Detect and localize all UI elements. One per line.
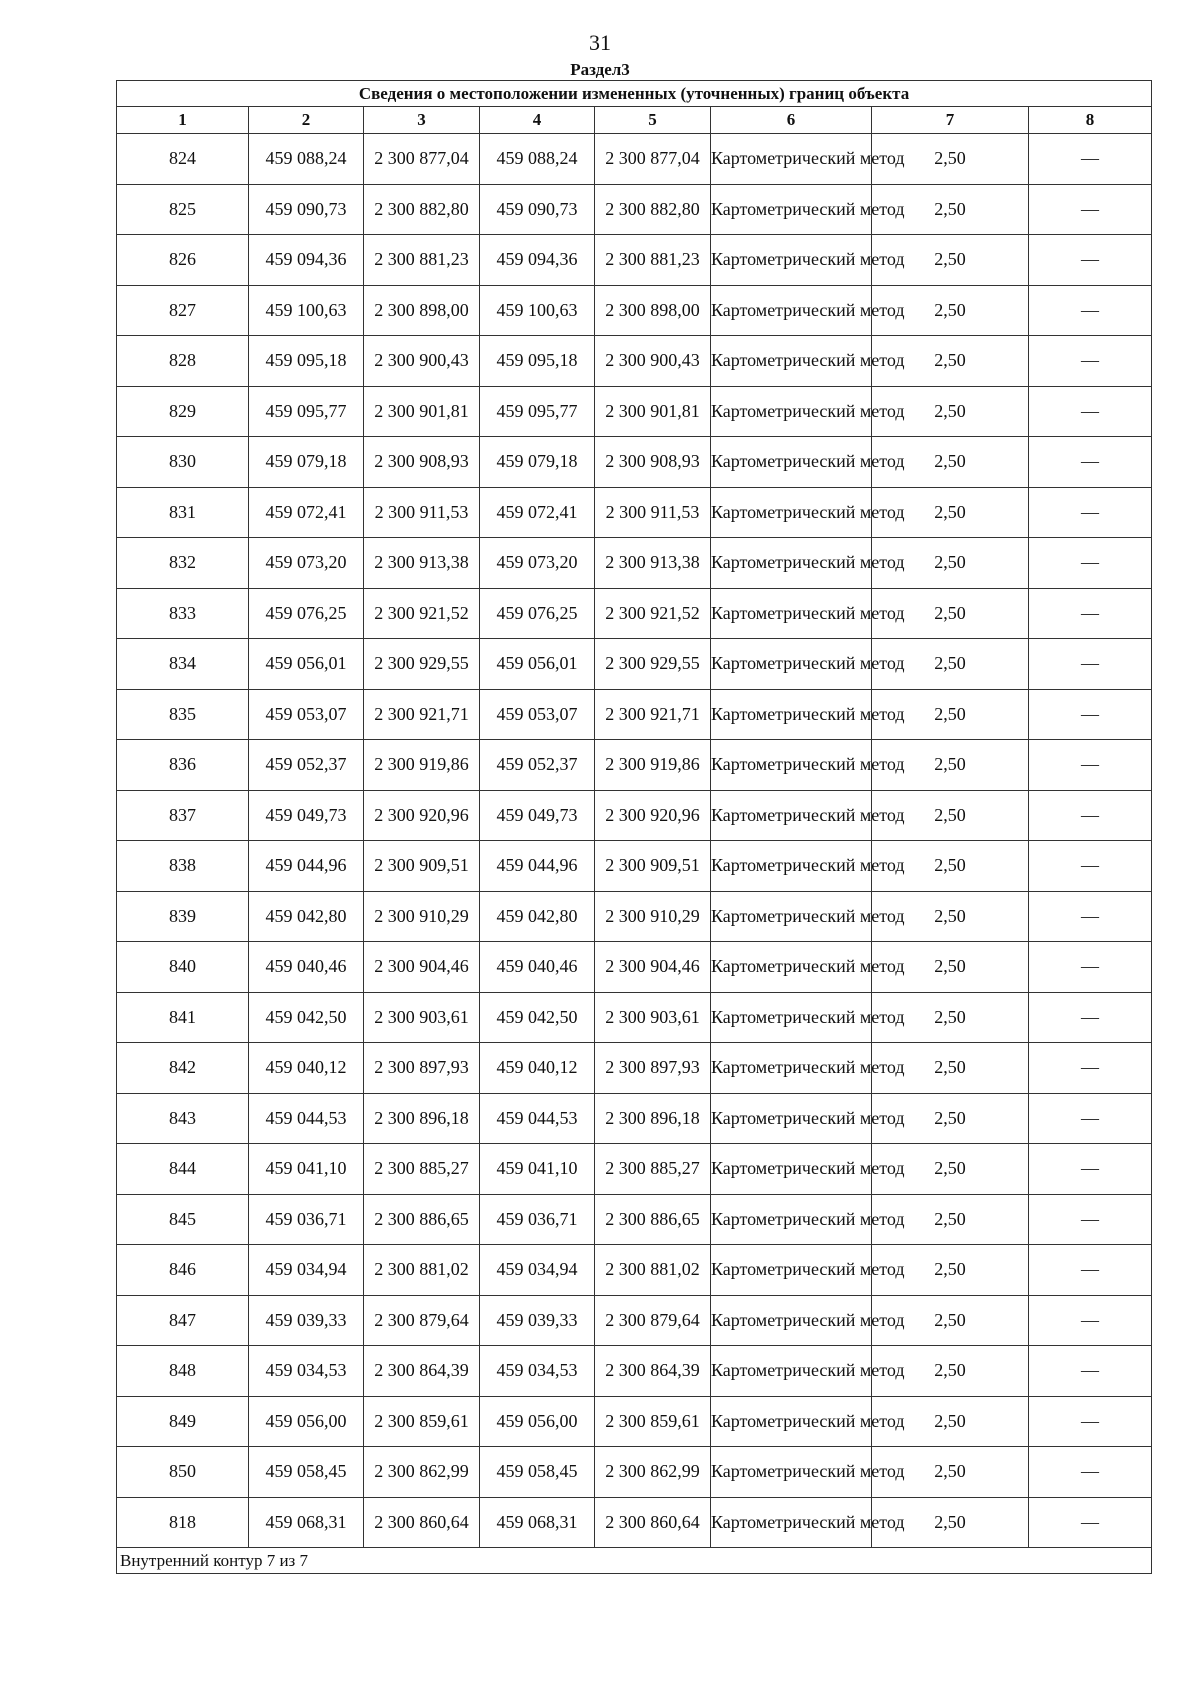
column-number: 4 <box>480 107 595 134</box>
x-old-cell: 459 095,18 <box>249 336 364 387</box>
x-old-cell: 459 036,71 <box>249 1194 364 1245</box>
note-cell: — <box>1029 487 1152 538</box>
table-row <box>117 639 1152 690</box>
table-footer: Внутренний контур 7 из 7 <box>117 1548 1152 1574</box>
y-new-cell: 2 300 882,80 <box>595 184 711 235</box>
y-new-cell: 2 300 898,00 <box>595 285 711 336</box>
note-cell: — <box>1029 1497 1152 1548</box>
y-old-cell: 2 300 862,99 <box>364 1447 480 1498</box>
table-body <box>117 134 1152 1548</box>
method-cell: Картометрический метод <box>711 1043 872 1094</box>
point-number-cell: 836 <box>117 740 249 791</box>
x-new-cell: 459 049,73 <box>480 790 595 841</box>
x-old-cell: 459 090,73 <box>249 184 364 235</box>
x-new-cell: 459 041,10 <box>480 1144 595 1195</box>
note-cell: — <box>1029 336 1152 387</box>
method-cell: Картометрический метод <box>711 1295 872 1346</box>
accuracy-cell: 2,50 <box>872 1396 1029 1447</box>
x-new-cell: 459 034,53 <box>480 1346 595 1397</box>
y-new-cell: 2 300 860,64 <box>595 1497 711 1548</box>
point-number-cell: 846 <box>117 1245 249 1296</box>
accuracy-cell: 2,50 <box>872 1043 1029 1094</box>
point-number-cell: 847 <box>117 1295 249 1346</box>
x-new-cell: 459 034,94 <box>480 1245 595 1296</box>
x-new-cell: 459 068,31 <box>480 1497 595 1548</box>
x-old-cell: 459 053,07 <box>249 689 364 740</box>
note-cell: — <box>1029 942 1152 993</box>
point-number-cell: 830 <box>117 437 249 488</box>
point-number-cell: 842 <box>117 1043 249 1094</box>
table-row <box>117 134 1152 185</box>
note-cell: — <box>1029 992 1152 1043</box>
y-new-cell: 2 300 908,93 <box>595 437 711 488</box>
x-old-cell: 459 044,96 <box>249 841 364 892</box>
y-old-cell: 2 300 898,00 <box>364 285 480 336</box>
column-number: 2 <box>249 107 364 134</box>
y-new-cell: 2 300 879,64 <box>595 1295 711 1346</box>
note-cell: — <box>1029 689 1152 740</box>
note-cell: — <box>1029 285 1152 336</box>
accuracy-cell: 2,50 <box>872 1144 1029 1195</box>
y-old-cell: 2 300 864,39 <box>364 1346 480 1397</box>
x-old-cell: 459 042,50 <box>249 992 364 1043</box>
column-number: 3 <box>364 107 480 134</box>
x-new-cell: 459 095,18 <box>480 336 595 387</box>
table-row <box>117 437 1152 488</box>
x-old-cell: 459 042,80 <box>249 891 364 942</box>
method-cell: Картометрический метод <box>711 891 872 942</box>
point-number-cell: 829 <box>117 386 249 437</box>
method-cell: Картометрический метод <box>711 992 872 1043</box>
accuracy-cell: 2,50 <box>872 386 1029 437</box>
method-cell: Картометрический метод <box>711 336 872 387</box>
point-number-cell: 848 <box>117 1346 249 1397</box>
y-new-cell: 2 300 919,86 <box>595 740 711 791</box>
accuracy-cell: 2,50 <box>872 538 1029 589</box>
y-old-cell: 2 300 909,51 <box>364 841 480 892</box>
column-number: 7 <box>872 107 1029 134</box>
table-row <box>117 487 1152 538</box>
y-new-cell: 2 300 877,04 <box>595 134 711 185</box>
table-row <box>117 942 1152 993</box>
y-new-cell: 2 300 897,93 <box>595 1043 711 1094</box>
x-old-cell: 459 095,77 <box>249 386 364 437</box>
x-new-cell: 459 044,96 <box>480 841 595 892</box>
note-cell: — <box>1029 134 1152 185</box>
accuracy-cell: 2,50 <box>872 790 1029 841</box>
note-cell: — <box>1029 538 1152 589</box>
x-new-cell: 459 100,63 <box>480 285 595 336</box>
accuracy-cell: 2,50 <box>872 1245 1029 1296</box>
y-new-cell: 2 300 881,23 <box>595 235 711 286</box>
point-number-cell: 844 <box>117 1144 249 1195</box>
y-new-cell: 2 300 881,02 <box>595 1245 711 1296</box>
x-new-cell: 459 040,46 <box>480 942 595 993</box>
x-old-cell: 459 088,24 <box>249 134 364 185</box>
method-cell: Картометрический метод <box>711 1245 872 1296</box>
column-number-row <box>117 107 1152 134</box>
method-cell: Картометрический метод <box>711 184 872 235</box>
note-cell: — <box>1029 1396 1152 1447</box>
note-cell: — <box>1029 841 1152 892</box>
table-row <box>117 1396 1152 1447</box>
y-new-cell: 2 300 885,27 <box>595 1144 711 1195</box>
accuracy-cell: 2,50 <box>872 1194 1029 1245</box>
x-new-cell: 459 088,24 <box>480 134 595 185</box>
note-cell: — <box>1029 639 1152 690</box>
table-row <box>117 1346 1152 1397</box>
y-old-cell: 2 300 910,29 <box>364 891 480 942</box>
point-number-cell: 832 <box>117 538 249 589</box>
table-row <box>117 184 1152 235</box>
x-old-cell: 459 034,53 <box>249 1346 364 1397</box>
method-cell: Картометрический метод <box>711 942 872 993</box>
y-new-cell: 2 300 920,96 <box>595 790 711 841</box>
note-cell: — <box>1029 790 1152 841</box>
accuracy-cell: 2,50 <box>872 1295 1029 1346</box>
accuracy-cell: 2,50 <box>872 437 1029 488</box>
x-new-cell: 459 095,77 <box>480 386 595 437</box>
x-old-cell: 459 040,12 <box>249 1043 364 1094</box>
method-cell: Картометрический метод <box>711 1144 872 1195</box>
y-old-cell: 2 300 901,81 <box>364 386 480 437</box>
table-row <box>117 689 1152 740</box>
note-cell: — <box>1029 1144 1152 1195</box>
table-row <box>117 235 1152 286</box>
accuracy-cell: 2,50 <box>872 639 1029 690</box>
table-row <box>117 891 1152 942</box>
point-number-cell: 845 <box>117 1194 249 1245</box>
y-old-cell: 2 300 900,43 <box>364 336 480 387</box>
x-old-cell: 459 039,33 <box>249 1295 364 1346</box>
x-old-cell: 459 041,10 <box>249 1144 364 1195</box>
table-row <box>117 285 1152 336</box>
x-new-cell: 459 040,12 <box>480 1043 595 1094</box>
note-cell: — <box>1029 1245 1152 1296</box>
y-old-cell: 2 300 882,80 <box>364 184 480 235</box>
note-cell: — <box>1029 1043 1152 1094</box>
x-old-cell: 459 034,94 <box>249 1245 364 1296</box>
table-row <box>117 790 1152 841</box>
x-old-cell: 459 056,00 <box>249 1396 364 1447</box>
table-row <box>117 336 1152 387</box>
note-cell: — <box>1029 891 1152 942</box>
method-cell: Картометрический метод <box>711 740 872 791</box>
y-old-cell: 2 300 921,71 <box>364 689 480 740</box>
y-old-cell: 2 300 860,64 <box>364 1497 480 1548</box>
point-number-cell: 833 <box>117 588 249 639</box>
y-new-cell: 2 300 901,81 <box>595 386 711 437</box>
point-number-cell: 837 <box>117 790 249 841</box>
accuracy-cell: 2,50 <box>872 336 1029 387</box>
point-number-cell: 834 <box>117 639 249 690</box>
method-cell: Картометрический метод <box>711 1447 872 1498</box>
x-new-cell: 459 053,07 <box>480 689 595 740</box>
table-caption: Сведения о местоположении измененных (уточненных) границ объекта <box>117 81 1152 107</box>
y-new-cell: 2 300 909,51 <box>595 841 711 892</box>
point-number-cell: 824 <box>117 134 249 185</box>
x-old-cell: 459 052,37 <box>249 740 364 791</box>
table-row <box>117 1093 1152 1144</box>
y-new-cell: 2 300 921,71 <box>595 689 711 740</box>
x-old-cell: 459 072,41 <box>249 487 364 538</box>
y-old-cell: 2 300 911,53 <box>364 487 480 538</box>
y-old-cell: 2 300 919,86 <box>364 740 480 791</box>
table-row <box>117 1295 1152 1346</box>
point-number-cell: 831 <box>117 487 249 538</box>
y-old-cell: 2 300 897,93 <box>364 1043 480 1094</box>
accuracy-cell: 2,50 <box>872 588 1029 639</box>
point-number-cell: 843 <box>117 1093 249 1144</box>
y-old-cell: 2 300 886,65 <box>364 1194 480 1245</box>
y-new-cell: 2 300 913,38 <box>595 538 711 589</box>
y-new-cell: 2 300 896,18 <box>595 1093 711 1144</box>
x-new-cell: 459 039,33 <box>480 1295 595 1346</box>
method-cell: Картометрический метод <box>711 1346 872 1397</box>
note-cell: — <box>1029 588 1152 639</box>
column-number: 8 <box>1029 107 1152 134</box>
x-old-cell: 459 079,18 <box>249 437 364 488</box>
coordinates-table <box>116 80 1152 1574</box>
y-old-cell: 2 300 877,04 <box>364 134 480 185</box>
y-old-cell: 2 300 908,93 <box>364 437 480 488</box>
point-number-cell: 841 <box>117 992 249 1043</box>
note-cell: — <box>1029 184 1152 235</box>
y-new-cell: 2 300 929,55 <box>595 639 711 690</box>
method-cell: Картометрический метод <box>711 790 872 841</box>
method-cell: Картометрический метод <box>711 285 872 336</box>
method-cell: Картометрический метод <box>711 538 872 589</box>
accuracy-cell: 2,50 <box>872 1497 1029 1548</box>
note-cell: — <box>1029 1194 1152 1245</box>
x-new-cell: 459 079,18 <box>480 437 595 488</box>
accuracy-cell: 2,50 <box>872 235 1029 286</box>
x-new-cell: 459 056,01 <box>480 639 595 690</box>
note-cell: — <box>1029 235 1152 286</box>
x-new-cell: 459 056,00 <box>480 1396 595 1447</box>
y-new-cell: 2 300 910,29 <box>595 891 711 942</box>
y-old-cell: 2 300 881,02 <box>364 1245 480 1296</box>
y-new-cell: 2 300 921,52 <box>595 588 711 639</box>
x-new-cell: 459 076,25 <box>480 588 595 639</box>
table-row <box>117 1144 1152 1195</box>
accuracy-cell: 2,50 <box>872 134 1029 185</box>
point-number-cell: 850 <box>117 1447 249 1498</box>
x-old-cell: 459 073,20 <box>249 538 364 589</box>
y-old-cell: 2 300 879,64 <box>364 1295 480 1346</box>
y-old-cell: 2 300 881,23 <box>364 235 480 286</box>
table-row <box>117 1194 1152 1245</box>
section-title: Раздел3 <box>570 60 630 79</box>
note-cell: — <box>1029 1295 1152 1346</box>
x-new-cell: 459 058,45 <box>480 1447 595 1498</box>
y-new-cell: 2 300 859,61 <box>595 1396 711 1447</box>
x-old-cell: 459 076,25 <box>249 588 364 639</box>
table-row <box>117 841 1152 892</box>
x-new-cell: 459 072,41 <box>480 487 595 538</box>
y-new-cell: 2 300 886,65 <box>595 1194 711 1245</box>
table-row <box>117 992 1152 1043</box>
point-number-cell: 818 <box>117 1497 249 1548</box>
point-number-cell: 839 <box>117 891 249 942</box>
table-row <box>117 1043 1152 1094</box>
accuracy-cell: 2,50 <box>872 891 1029 942</box>
accuracy-cell: 2,50 <box>872 1346 1029 1397</box>
table-row <box>117 1447 1152 1498</box>
x-new-cell: 459 052,37 <box>480 740 595 791</box>
method-cell: Картометрический метод <box>711 134 872 185</box>
point-number-cell: 828 <box>117 336 249 387</box>
method-cell: Картометрический метод <box>711 487 872 538</box>
table-row <box>117 538 1152 589</box>
y-old-cell: 2 300 904,46 <box>364 942 480 993</box>
method-cell: Картометрический метод <box>711 841 872 892</box>
y-new-cell: 2 300 911,53 <box>595 487 711 538</box>
y-new-cell: 2 300 900,43 <box>595 336 711 387</box>
method-cell: Картометрический метод <box>711 639 872 690</box>
method-cell: Картометрический метод <box>711 1093 872 1144</box>
method-cell: Картометрический метод <box>711 437 872 488</box>
point-number-cell: 826 <box>117 235 249 286</box>
table-row <box>117 1497 1152 1548</box>
method-cell: Картометрический метод <box>711 1497 872 1548</box>
y-old-cell: 2 300 913,38 <box>364 538 480 589</box>
accuracy-cell: 2,50 <box>872 487 1029 538</box>
y-old-cell: 2 300 859,61 <box>364 1396 480 1447</box>
point-number-cell: 835 <box>117 689 249 740</box>
accuracy-cell: 2,50 <box>872 740 1029 791</box>
note-cell: — <box>1029 437 1152 488</box>
column-number: 1 <box>117 107 249 134</box>
y-old-cell: 2 300 921,52 <box>364 588 480 639</box>
page-number: 31 <box>589 30 611 55</box>
note-cell: — <box>1029 1447 1152 1498</box>
x-old-cell: 459 044,53 <box>249 1093 364 1144</box>
table-row <box>117 740 1152 791</box>
y-old-cell: 2 300 885,27 <box>364 1144 480 1195</box>
y-old-cell: 2 300 929,55 <box>364 639 480 690</box>
method-cell: Картометрический метод <box>711 1396 872 1447</box>
point-number-cell: 825 <box>117 184 249 235</box>
accuracy-cell: 2,50 <box>872 841 1029 892</box>
x-old-cell: 459 100,63 <box>249 285 364 336</box>
x-new-cell: 459 094,36 <box>480 235 595 286</box>
x-old-cell: 459 058,45 <box>249 1447 364 1498</box>
y-new-cell: 2 300 904,46 <box>595 942 711 993</box>
note-cell: — <box>1029 740 1152 791</box>
method-cell: Картометрический метод <box>711 588 872 639</box>
x-old-cell: 459 068,31 <box>249 1497 364 1548</box>
table-row <box>117 1245 1152 1296</box>
column-number: 5 <box>595 107 711 134</box>
point-number-cell: 849 <box>117 1396 249 1447</box>
accuracy-cell: 2,50 <box>872 184 1029 235</box>
note-cell: — <box>1029 1093 1152 1144</box>
accuracy-cell: 2,50 <box>872 689 1029 740</box>
x-old-cell: 459 049,73 <box>249 790 364 841</box>
y-old-cell: 2 300 903,61 <box>364 992 480 1043</box>
table-row <box>117 386 1152 437</box>
x-new-cell: 459 036,71 <box>480 1194 595 1245</box>
accuracy-cell: 2,50 <box>872 942 1029 993</box>
method-cell: Картометрический метод <box>711 1194 872 1245</box>
x-old-cell: 459 056,01 <box>249 639 364 690</box>
column-number: 6 <box>711 107 872 134</box>
method-cell: Картометрический метод <box>711 386 872 437</box>
x-new-cell: 459 090,73 <box>480 184 595 235</box>
y-new-cell: 2 300 903,61 <box>595 992 711 1043</box>
accuracy-cell: 2,50 <box>872 1447 1029 1498</box>
note-cell: — <box>1029 1346 1152 1397</box>
y-old-cell: 2 300 920,96 <box>364 790 480 841</box>
method-cell: Картометрический метод <box>711 689 872 740</box>
note-cell: — <box>1029 386 1152 437</box>
point-number-cell: 840 <box>117 942 249 993</box>
point-number-cell: 838 <box>117 841 249 892</box>
table-row <box>117 588 1152 639</box>
x-new-cell: 459 042,50 <box>480 992 595 1043</box>
y-old-cell: 2 300 896,18 <box>364 1093 480 1144</box>
accuracy-cell: 2,50 <box>872 1093 1029 1144</box>
x-old-cell: 459 040,46 <box>249 942 364 993</box>
x-new-cell: 459 044,53 <box>480 1093 595 1144</box>
y-new-cell: 2 300 864,39 <box>595 1346 711 1397</box>
method-cell: Картометрический метод <box>711 235 872 286</box>
accuracy-cell: 2,50 <box>872 285 1029 336</box>
accuracy-cell: 2,50 <box>872 992 1029 1043</box>
x-old-cell: 459 094,36 <box>249 235 364 286</box>
x-new-cell: 459 073,20 <box>480 538 595 589</box>
y-new-cell: 2 300 862,99 <box>595 1447 711 1498</box>
x-new-cell: 459 042,80 <box>480 891 595 942</box>
point-number-cell: 827 <box>117 285 249 336</box>
